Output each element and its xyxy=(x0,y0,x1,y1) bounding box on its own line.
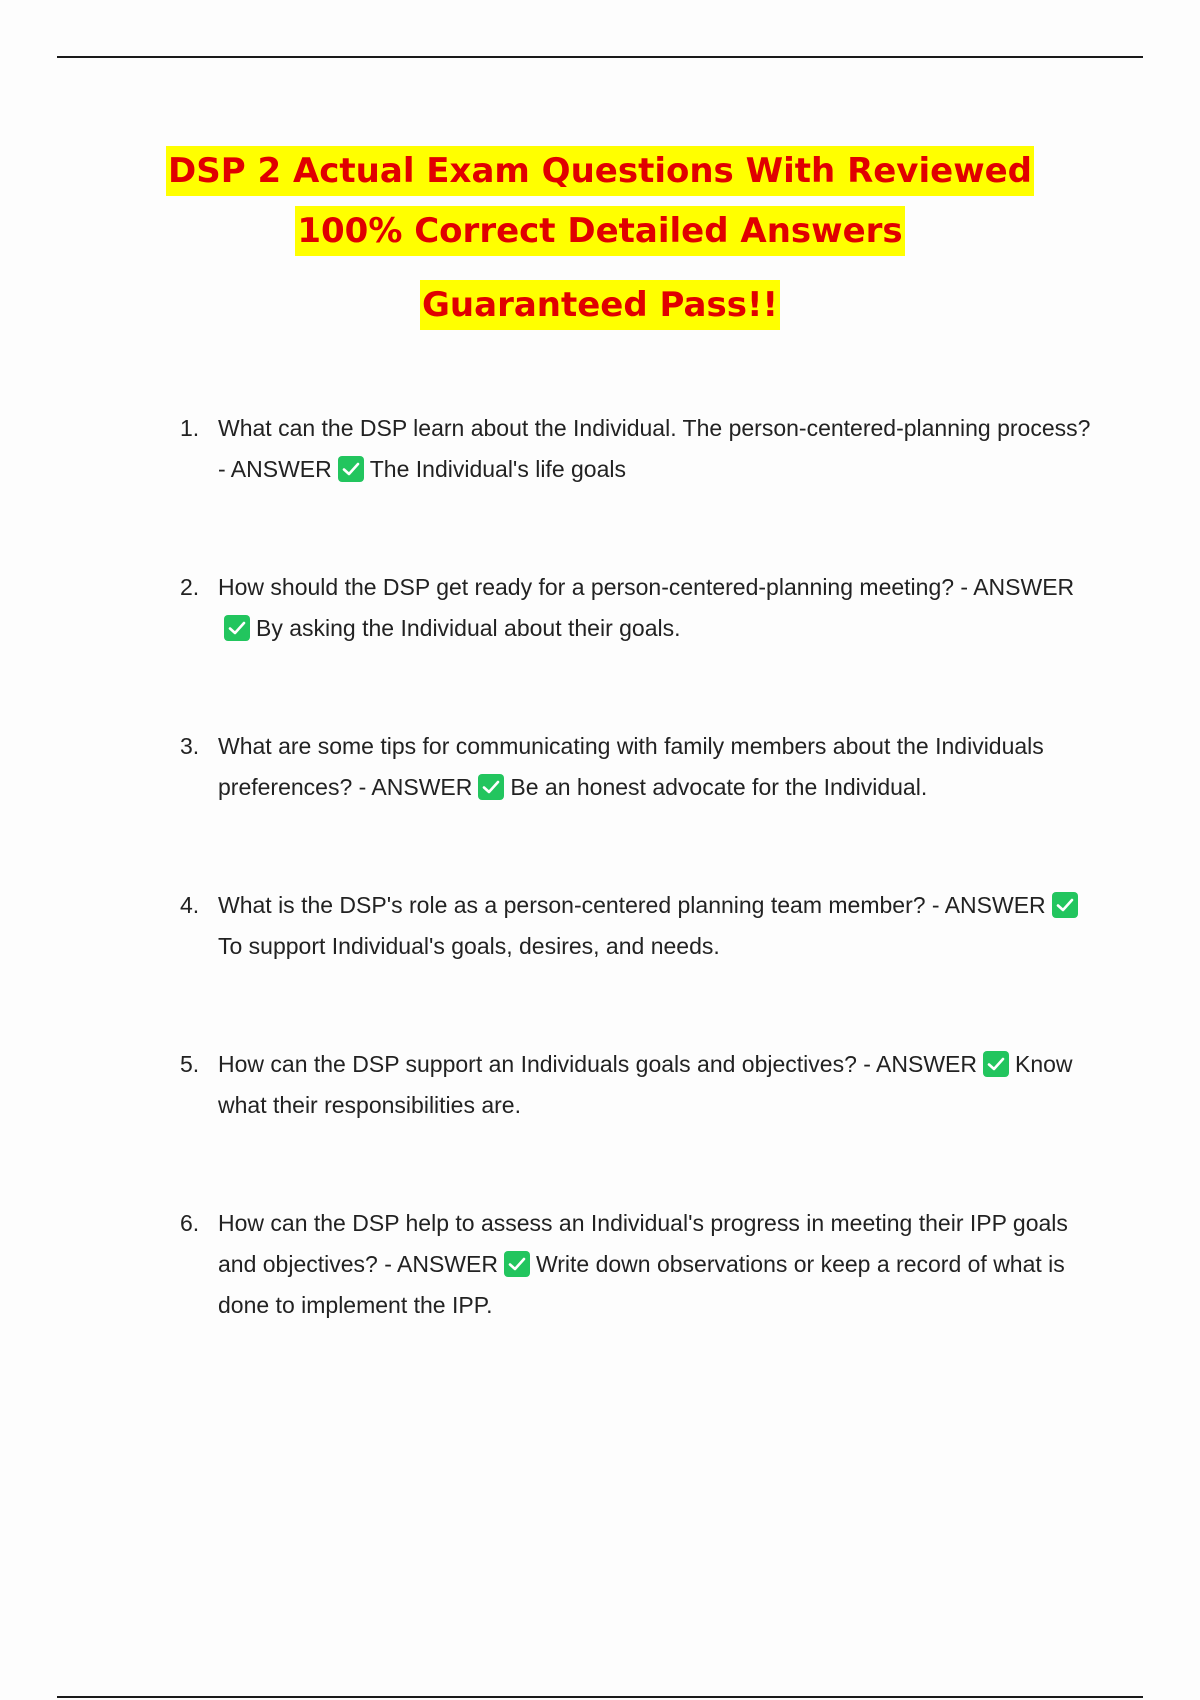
list-item xyxy=(180,408,1100,490)
question-text: How can the DSP help to assess an Individual's progress in meeting their IPP goals and objectives? - ANSWER xyxy=(218,1210,1068,1277)
answer-text: To support Individual's goals, desires, and needs. xyxy=(218,933,720,959)
question-number: 6. xyxy=(180,1210,200,1236)
check-mark-icon xyxy=(1052,892,1078,918)
check-mark-icon xyxy=(224,615,250,641)
check-mark-icon xyxy=(983,1051,1009,1077)
question-text: How can the DSP support an Individuals goals and objectives? - ANSWER xyxy=(218,1051,977,1077)
answer-text: The Individual's life goals xyxy=(369,456,626,482)
question-number: 3. xyxy=(180,733,200,759)
list-item xyxy=(180,726,1100,808)
list-item xyxy=(180,567,1100,649)
title-line-3: Guaranteed Pass!! xyxy=(420,280,780,330)
answer-text: Write down observations or keep a record of what is done to implement the IPP. xyxy=(218,1251,1065,1318)
title-line-1: DSP 2 Actual Exam Questions With Reviewed xyxy=(166,146,1034,196)
document-title xyxy=(0,146,1200,330)
answer-text: Be an honest advocate for the Individual. xyxy=(510,774,928,800)
question-number: 4. xyxy=(180,892,200,918)
check-mark-icon xyxy=(504,1251,530,1277)
list-item xyxy=(180,885,1100,967)
answer-text: Know what their responsibilities are. xyxy=(218,1051,1073,1118)
question-list xyxy=(180,408,1100,1326)
question-number: 5. xyxy=(180,1051,200,1077)
question-text: What can the DSP learn about the Individual. The person-centered-planning process? - ANSWER xyxy=(218,415,1091,482)
question-number: 1. xyxy=(180,415,200,441)
list-item xyxy=(180,1044,1100,1126)
title-line-2: 100% Correct Detailed Answers xyxy=(295,206,904,256)
question-text: What is the DSP's role as a person-centered planning team member? - ANSWER xyxy=(218,892,1046,918)
top-divider xyxy=(57,56,1143,58)
check-mark-icon xyxy=(338,456,364,482)
question-text: What are some tips for communicating with family members about the Individuals preferences? - ANSWER xyxy=(218,733,1044,800)
question-text: How should the DSP get ready for a person-centered-planning meeting? - ANSWER xyxy=(218,574,1075,600)
list-item xyxy=(180,1203,1100,1326)
bottom-divider xyxy=(57,1696,1143,1698)
answer-text: By asking the Individual about their goals. xyxy=(256,615,681,641)
question-number: 2. xyxy=(180,574,200,600)
check-mark-icon xyxy=(478,774,504,800)
